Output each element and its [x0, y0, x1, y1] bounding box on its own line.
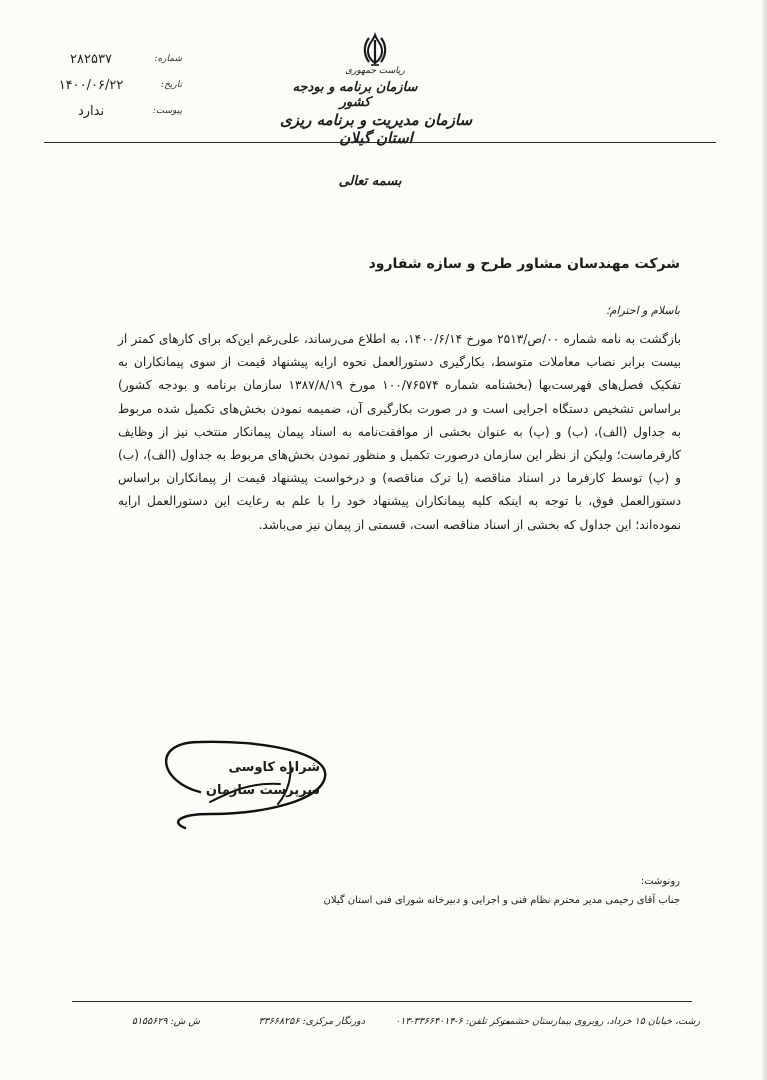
signer-title: سرپرست سازمان: [205, 783, 320, 798]
letter-date-value: ۱۴۰۰/۰۶/۲۲: [58, 78, 124, 93]
signer-name: شراره کاوسی: [228, 760, 320, 775]
letter-body: بازگشت به نامه شماره ۰۰/ص/۲۵۱۳ مورخ ۱۴۰۰/۶/۱۴، به اطلاع می‌رساند، علی‌رغم این‌که برای کارهای کمتر از بیست برابر نصاب معاملات متوسط، بکارگیری دستورالعمل نحوه ارایه پیشنهاد قیمت از سوی پیمانکاران به تفکیک فصل‌های فهرست‌بها (بخشنامه شماره ۱۰۰/۷۶۵۷۴ مورخ ۱۳۸۷/۸/۱۹ سازمان برنامه و بودجه کشور) براساس تشخیص دستگاه اجرایی است و در صورت بکارگیری آن، ضمیمه نمودن بخش‌های تکمیل شده مربوط به جداول (الف)، (ب) و (پ) به عنوان بخشی از موافقت‌نامه به اسناد پیمان پیمانکار منتخب نیز از وظایف کارفرماست؛ ولیکن از نظر این سازمان درصورت تکمیل و منظور نمودن بخش‌های مربوط به جداول (الف)، (ب) و (پ) توسط کارفرما در اسناد مناقصه (یا ترک مناقصه) و درخواست پیشنهاد قیمت از پیمانکاران براساس دستورالعمل فوق، با توجه به اینکه کلیه پیمانکاران پیشنهاد خود را با علم به رعایت این دستورالعمل ارایه نموده‌اند؛ این جداول که بخشی از اسناد مناقصه است، قسمتی از پیمان نیز می‌باشد.: [118, 332, 682, 532]
handwritten-signature: [140, 722, 340, 832]
footer-telephone: مرکز تلفن: ۶-۳۳۶۶۴۰۱۴-۰۱۳: [395, 1016, 510, 1027]
header-divider: [44, 142, 716, 143]
letter-attachment-row: [30, 104, 180, 130]
footer-address: رشت، خیابان ۱۵ خرداد، روبروی بیمارستان حشمت: [499, 1016, 700, 1027]
provincial-org-name: سازمان مدیریت و برنامه ریزی استان گیلان: [279, 111, 473, 147]
footer-fax: دورنگار مرکزی: ۳۳۶۶۸۲۵۶: [258, 1016, 365, 1027]
footer-divider: [72, 1001, 692, 1002]
letter-metadata: [30, 52, 180, 130]
iran-emblem-icon: [360, 32, 390, 68]
letter-number-label: شماره:: [154, 54, 182, 64]
letter-number-row: [30, 52, 180, 78]
letter-date-row: [30, 78, 180, 104]
footer-national-id: ش ش: ۵۱۵۵۶۲۹: [131, 1016, 200, 1027]
national-org-name: سازمان برنامه و بودجه کشور: [292, 80, 418, 110]
recipient-name: شرکت مهندسان مشاور طرح و سازه شفارود: [368, 256, 680, 272]
presidency-label: ریاست جمهوری: [345, 66, 405, 76]
letter-date-label: تاریخ:: [161, 80, 182, 90]
letter-attachment-value: ندارد: [77, 104, 105, 119]
invocation-text: بسمه تعالی: [338, 174, 402, 189]
letter-attachment-label: پیوست:: [152, 106, 182, 116]
cc-label: رونوشت:: [640, 876, 680, 887]
greeting-text: باسلام و احترام؛: [606, 304, 680, 317]
cc-recipient: جناب آقای رحیمی مدیر محترم نظام فنی و اجرایی و دبیرخانه شورای فنی استان گیلان: [323, 895, 680, 906]
scan-edge-shadow: [761, 0, 767, 1080]
letter-number-value: ۲۸۲۵۳۷: [70, 52, 112, 67]
letter-footer: [60, 1016, 700, 1038]
